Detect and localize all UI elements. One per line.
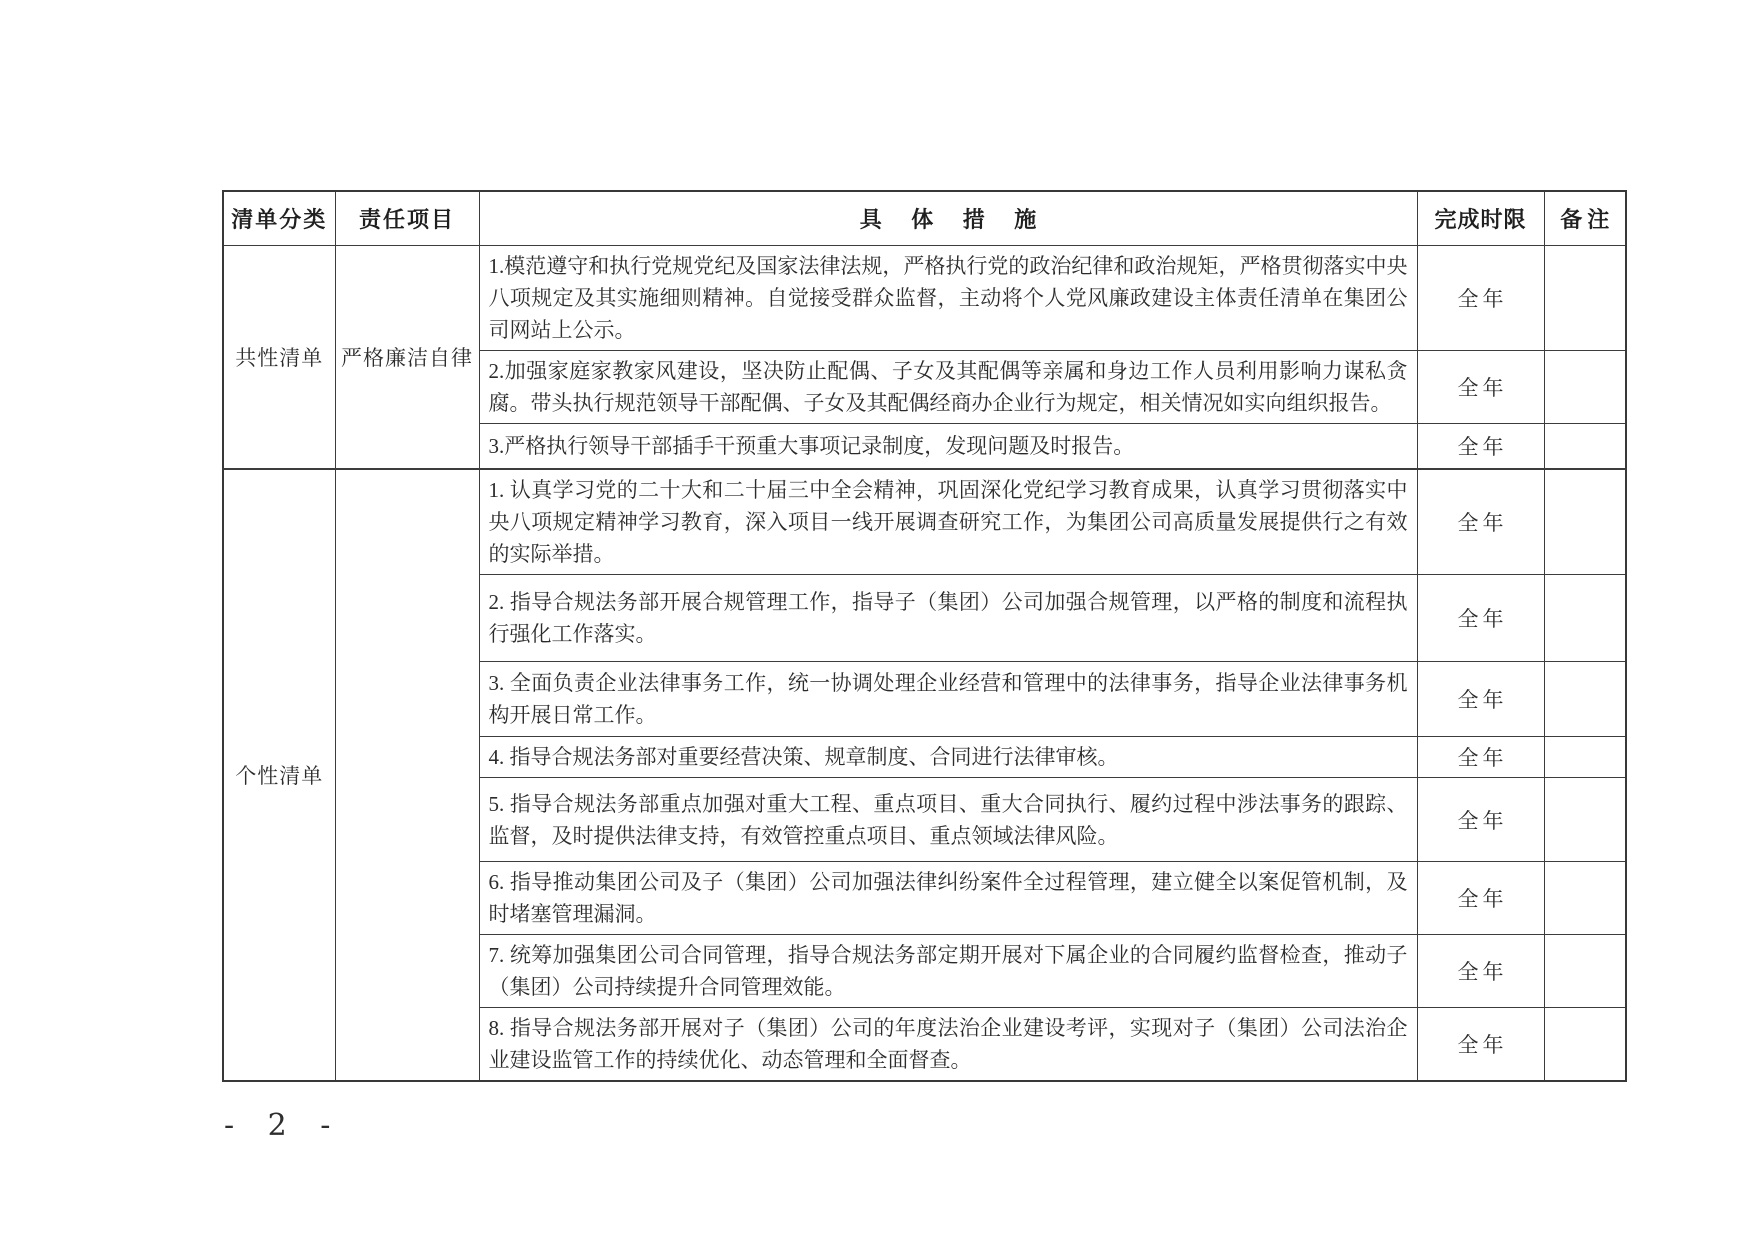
measure-cell: 4. 指导合规法务部对重要经营决策、规章制度、合同进行法律审核。	[479, 737, 1417, 778]
responsibility-cell-individual	[335, 469, 479, 1081]
measure-cell: 2. 指导合规法务部开展合规管理工作，指导子（集团）公司加强合规管理，以严格的制度和流程执行强化工作落实。	[479, 575, 1417, 662]
deadline-cell: 全年	[1417, 662, 1544, 737]
deadline-cell: 全年	[1417, 575, 1544, 662]
deadline-cell: 全年	[1417, 862, 1544, 935]
remark-cell	[1544, 1008, 1626, 1082]
remark-cell	[1544, 935, 1626, 1008]
column-header-deadline: 完成时限	[1417, 191, 1544, 245]
page-number: - 2 -	[224, 1108, 340, 1143]
column-header-responsibility: 责任项目	[335, 191, 479, 245]
measure-cell: 2.加强家庭家教家风建设，坚决防止配偶、子女及其配偶等亲属和身边工作人员利用影响力谋私贪腐。带头执行规范领导干部配偶、子女及其配偶经商办企业行为规定，相关情况如实向组织报告。	[479, 350, 1417, 423]
remark-cell	[1544, 350, 1626, 423]
category-cell-individual: 个性清单	[223, 469, 335, 1081]
measure-cell: 3. 全面负责企业法律事务工作，统一协调处理企业经营和管理中的法律事务，指导企业法律事务机构开展日常工作。	[479, 662, 1417, 737]
remark-cell	[1544, 245, 1626, 350]
table-row	[223, 469, 1626, 575]
measure-cell: 6. 指导推动集团公司及子（集团）公司加强法律纠纷案件全过程管理，建立健全以案促管机制，及时堵塞管理漏洞。	[479, 862, 1417, 935]
deadline-cell: 全年	[1417, 737, 1544, 778]
remark-cell	[1544, 737, 1626, 778]
remark-cell	[1544, 423, 1626, 469]
deadline-cell: 全年	[1417, 350, 1544, 423]
category-cell-common: 共性清单	[223, 245, 335, 469]
measure-cell: 5. 指导合规法务部重点加强对重大工程、重点项目、重大合同执行、履约过程中涉法事务的跟踪、监督，及时提供法律支持，有效管控重点项目、重点领域法律风险。	[479, 778, 1417, 862]
column-header-category: 清单分类	[223, 191, 335, 245]
remark-cell	[1544, 469, 1626, 575]
remark-cell	[1544, 778, 1626, 862]
responsibility-list-table	[222, 190, 1627, 1082]
measure-cell: 8. 指导合规法务部开展对子（集团）公司的年度法治企业建设考评，实现对子（集团）公司法治企业建设监管工作的持续优化、动态管理和全面督查。	[479, 1008, 1417, 1082]
table-header-row	[223, 191, 1626, 245]
remark-cell	[1544, 662, 1626, 737]
column-header-measures: 具 体 措 施	[479, 191, 1417, 245]
column-header-remarks: 备注	[1544, 191, 1626, 245]
deadline-cell: 全年	[1417, 469, 1544, 575]
measure-cell: 3.严格执行领导干部插手干预重大事项记录制度，发现问题及时报告。	[479, 423, 1417, 469]
remark-cell	[1544, 575, 1626, 662]
measure-cell: 1.模范遵守和执行党规党纪及国家法律法规，严格执行党的政治纪律和政治规矩，严格贯彻落实中央八项规定及其实施细则精神。自觉接受群众监督，主动将个人党风廉政建设主体责任清单在集团公司网站上公示。	[479, 245, 1417, 350]
deadline-cell: 全年	[1417, 423, 1544, 469]
remark-cell	[1544, 862, 1626, 935]
deadline-cell: 全年	[1417, 935, 1544, 1008]
deadline-cell: 全年	[1417, 778, 1544, 862]
measure-cell: 7. 统筹加强集团公司合同管理，指导合规法务部定期开展对下属企业的合同履约监督检查，推动子（集团）公司持续提升合同管理效能。	[479, 935, 1417, 1008]
table-row	[223, 245, 1626, 350]
measure-cell: 1. 认真学习党的二十大和二十届三中全会精神，巩固深化党纪学习教育成果，认真学习贯彻落实中央八项规定精神学习教育，深入项目一线开展调查研究工作，为集团公司高质量发展提供行之有效的实际举措。	[479, 469, 1417, 575]
deadline-cell: 全年	[1417, 1008, 1544, 1082]
deadline-cell: 全年	[1417, 245, 1544, 350]
responsibility-cell-common: 严格廉洁自律	[335, 245, 479, 469]
